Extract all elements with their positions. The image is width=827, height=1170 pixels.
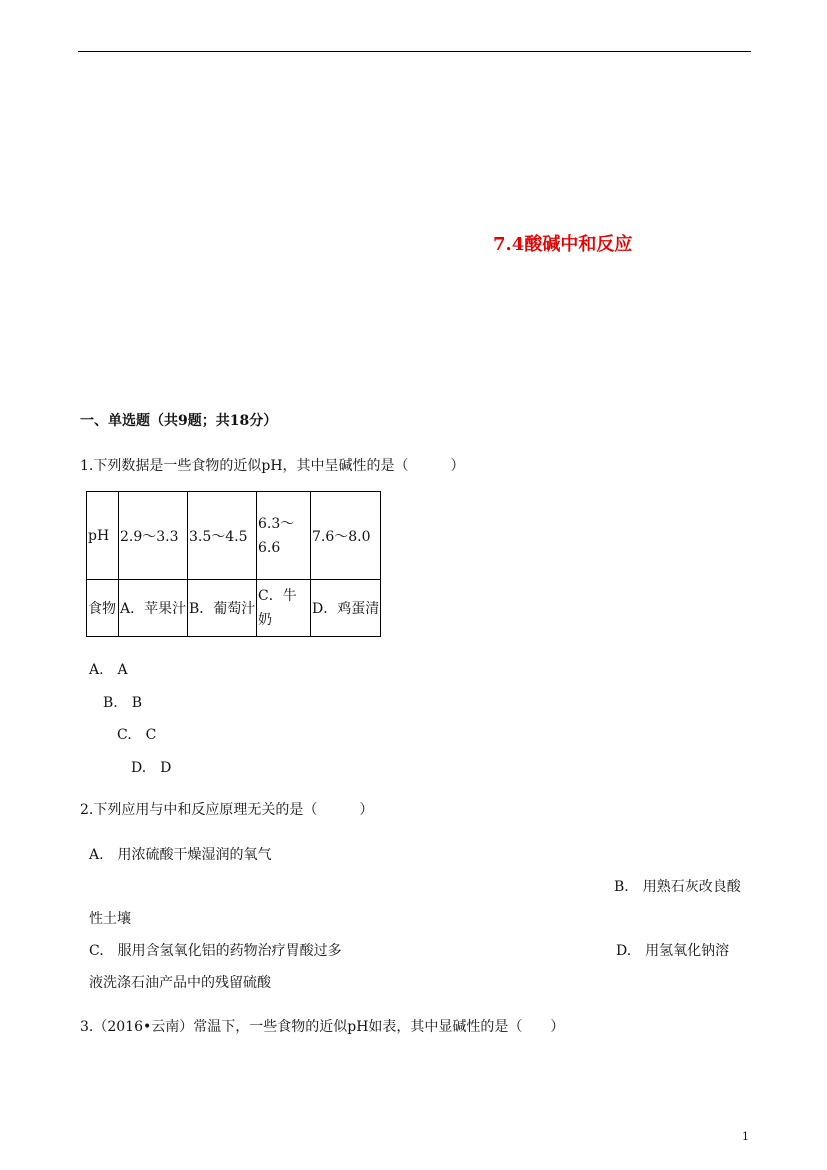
q2-option-d[interactable]: D. 用氢氧化钠溶	[616, 943, 730, 959]
table-cell: 2.9～3.3	[119, 492, 188, 580]
table-cell: C．牛奶	[257, 580, 311, 637]
table-cell	[257, 492, 311, 580]
page-number: 1	[742, 1130, 749, 1143]
question-1-stem: 1.下列数据是一些食物的近似pH，其中呈碱性的是（ ）	[80, 458, 465, 474]
table-cell: B．葡萄汁	[188, 580, 257, 637]
q2-option-a[interactable]: A. 用浓硫酸干燥湿润的氧气	[89, 847, 272, 863]
q1-option-c[interactable]: C. C	[117, 727, 157, 743]
q2-option-b[interactable]: B. 用熟石灰改良酸	[614, 879, 741, 895]
table-cell: 食物	[87, 580, 119, 637]
table-cell: pH	[87, 492, 119, 580]
q2-option-b-continued[interactable]: 性土壤	[89, 911, 131, 927]
table-row	[87, 492, 381, 580]
ph-table	[86, 491, 381, 637]
table-cell: 7.6～8.0	[311, 492, 381, 580]
header-rule	[78, 51, 751, 52]
q2-option-d-continued[interactable]: 液洗涤石油产品中的残留硫酸	[89, 975, 271, 991]
table-cell: A．苹果汁	[119, 580, 188, 637]
table-cell: D．鸡蛋清	[311, 580, 381, 637]
question-3-stem: 3.（2016•云南）常温下，一些食物的近似pH如表，其中显碱性的是（ ）	[80, 1019, 565, 1035]
document-title: 7.4酸碱中和反应	[493, 234, 633, 255]
table-row	[87, 580, 381, 637]
section-heading: 一、单选题（共9题；共18分）	[80, 413, 278, 429]
table-cell: 3.5～4.5	[188, 492, 257, 580]
question-2-stem: 2.下列应用与中和反应原理无关的是（ ）	[80, 802, 374, 818]
q2-option-c[interactable]: C. 服用含氢氧化铝的药物治疗胃酸过多	[89, 943, 342, 959]
table-cell-text: 6.3～6.6	[258, 515, 295, 556]
q1-option-d[interactable]: D. D	[131, 760, 172, 776]
q1-option-b[interactable]: B. B	[103, 695, 143, 711]
q1-option-a[interactable]: A. A	[89, 662, 128, 678]
